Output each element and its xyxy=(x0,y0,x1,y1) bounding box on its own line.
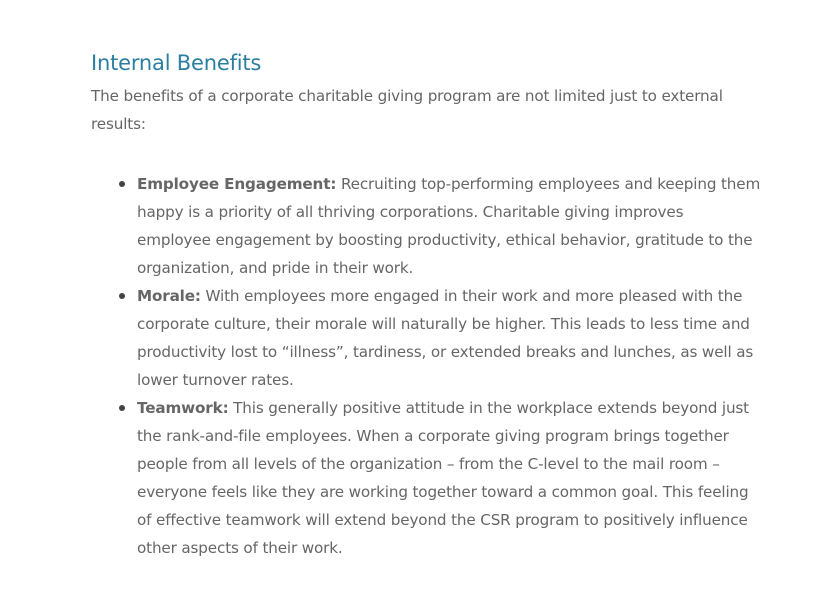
list-item-morale xyxy=(137,282,761,394)
list-item-employee-engagement xyxy=(137,170,761,282)
list-item-teamwork xyxy=(137,394,761,562)
article-section xyxy=(91,46,761,562)
benefit-term: Teamwork: xyxy=(137,399,229,417)
benefit-description: With employees more engaged in their work and more pleased with the corporate culture, their morale will naturally be higher. This leads to less time and productivity lost to “illness”, tardiness, or extended breaks and lunches, as well as lower turnover rates. xyxy=(137,287,754,389)
bullet-icon xyxy=(119,181,125,187)
benefit-term: Employee Engagement: xyxy=(137,175,337,193)
section-heading: Internal Benefits xyxy=(91,51,262,75)
benefit-term: Morale: xyxy=(137,287,201,305)
intro-paragraph: The benefits of a corporate charitable giving program are not limited just to external results: xyxy=(91,87,723,133)
bullet-icon xyxy=(119,405,125,411)
benefit-description: Recruiting top-performing employees and keeping them happy is a priority of all thriving corporations. Charitable giving improves employee engagement by boosting productivity, ethical behavior, gratitude to the organization, and pride in their work. xyxy=(137,175,761,277)
benefit-description: This generally positive attitude in the workplace extends beyond just the rank-and-file employees. When a corporate giving program brings together people from all levels of the organization – from the C-level to the mail room – everyone feels like they are working together toward a common goal. This feeling of effective teamwork will extend beyond the CSR program to positively influence other aspects of their work. xyxy=(137,399,749,557)
benefits-list xyxy=(91,170,761,562)
bullet-icon xyxy=(119,293,125,299)
